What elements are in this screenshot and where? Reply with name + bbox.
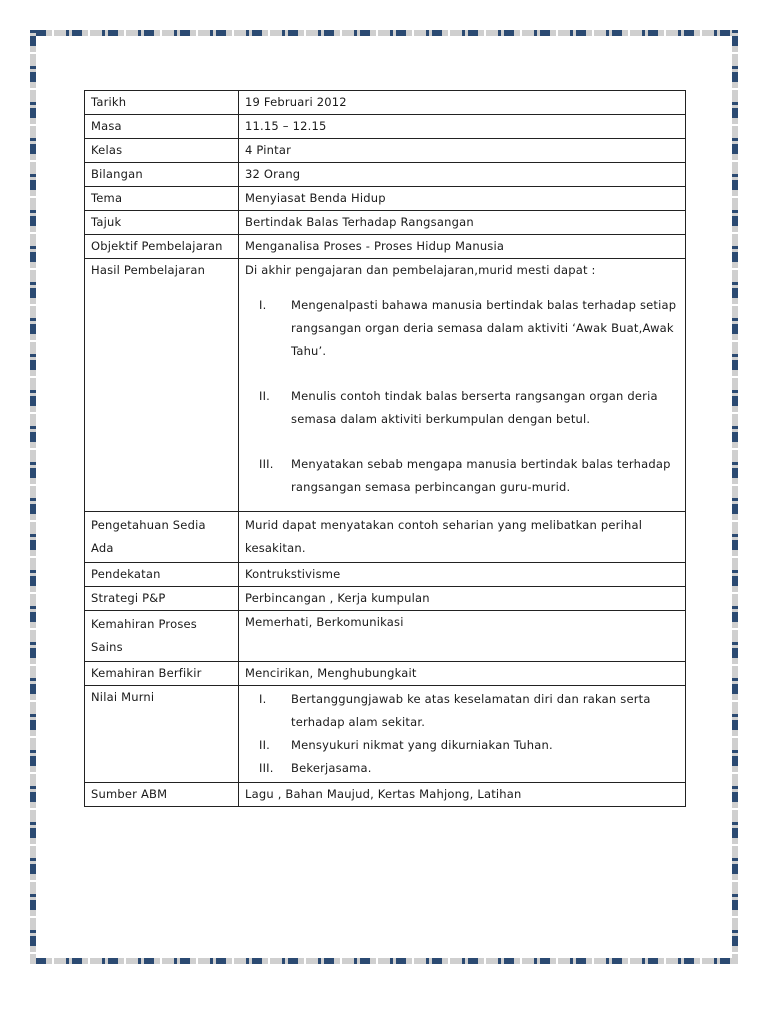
item-number: I. <box>259 298 267 312</box>
table-row <box>85 115 686 139</box>
item-number: II. <box>259 738 271 752</box>
lesson-plan-table <box>84 90 686 807</box>
table-row <box>85 563 686 587</box>
row-label: Pendekatan <box>85 563 239 587</box>
row-value: Menyiasat Benda Hidup <box>239 187 686 211</box>
item-text: Mengenalpasti bahawa manusia bertindak balas terhadap setiap rangsangan organ deria semasa dalam aktiviti ‘Awak Buat,Awak Tahu’. <box>291 298 677 358</box>
row-value: Bertindak Balas Terhadap Rangsangan <box>239 211 686 235</box>
table-row <box>85 235 686 259</box>
row-label: Tema <box>85 187 239 211</box>
row-label: Strategi P&P <box>85 587 239 611</box>
row-value: 11.15 – 12.15 <box>239 115 686 139</box>
row-value: Murid dapat menyatakan contoh seharian yang melibatkan perihal kesakitan. <box>239 512 686 563</box>
item-text: Bertanggungjawab ke atas keselamatan diri dan rakan serta terhadap alam sekitar. <box>291 692 651 729</box>
row-label: Sumber ABM <box>85 783 239 807</box>
list-item <box>245 385 679 431</box>
table-row <box>85 783 686 807</box>
border-bottom <box>30 958 738 964</box>
border-top <box>30 30 738 36</box>
item-number: III. <box>259 761 274 775</box>
table-row <box>85 139 686 163</box>
row-label: Pengetahuan Sedia Ada <box>85 512 239 563</box>
item-number: II. <box>259 389 271 403</box>
list-item <box>245 757 679 780</box>
table-row <box>85 211 686 235</box>
row-value: Memerhati, Berkomunikasi <box>239 611 686 662</box>
item-text: Bekerjasama. <box>291 761 372 775</box>
row-label: Kelas <box>85 139 239 163</box>
row-label: Tarikh <box>85 91 239 115</box>
table-row <box>85 512 686 563</box>
item-text: Menyatakan sebab mengapa manusia bertindak balas terhadap rangsangan semasa perbincangan guru-murid. <box>291 457 671 494</box>
row-value <box>239 259 686 512</box>
table-row <box>85 163 686 187</box>
row-value: 32 Orang <box>239 163 686 187</box>
item-number: III. <box>259 457 274 471</box>
item-number: I. <box>259 692 267 706</box>
item-text: Menulis contoh tindak balas berserta rangsangan organ deria semasa dalam aktiviti berkumpulan dengan betul. <box>291 389 658 426</box>
row-value: Lagu , Bahan Maujud, Kertas Mahjong, Latihan <box>239 783 686 807</box>
border-left <box>30 30 36 964</box>
row-value: Kontrukstivisme <box>239 563 686 587</box>
table-row <box>85 611 686 662</box>
row-label: Nilai Murni <box>85 686 239 783</box>
hasil-intro: Di akhir pengajaran dan pembelajaran,murid mesti dapat : <box>245 263 596 277</box>
list-item <box>245 294 679 363</box>
list-item <box>245 688 679 734</box>
row-value: Perbincangan , Kerja kumpulan <box>239 587 686 611</box>
list-item <box>245 734 679 757</box>
table-row <box>85 686 686 783</box>
row-label: Objektif Pembelajaran <box>85 235 239 259</box>
row-label: Kemahiran Berfikir <box>85 662 239 686</box>
row-label: Bilangan <box>85 163 239 187</box>
nilai-list <box>245 688 679 780</box>
table-row <box>85 259 686 512</box>
table-row <box>85 587 686 611</box>
row-label: Hasil Pembelajaran <box>85 259 239 512</box>
hasil-list <box>245 294 679 499</box>
border-right <box>732 30 738 964</box>
table-row <box>85 91 686 115</box>
row-value: 19 Februari 2012 <box>239 91 686 115</box>
list-item <box>245 453 679 499</box>
row-value <box>239 686 686 783</box>
row-label: Tajuk <box>85 211 239 235</box>
row-label: Kemahiran Proses Sains <box>85 611 239 662</box>
table-row <box>85 662 686 686</box>
table-row <box>85 187 686 211</box>
row-value: 4 Pintar <box>239 139 686 163</box>
row-value: Menganalisa Proses - Proses Hidup Manusia <box>239 235 686 259</box>
item-text: Mensyukuri nikmat yang dikurniakan Tuhan. <box>291 738 553 752</box>
row-label: Masa <box>85 115 239 139</box>
row-value: Mencirikan, Menghubungkait <box>239 662 686 686</box>
